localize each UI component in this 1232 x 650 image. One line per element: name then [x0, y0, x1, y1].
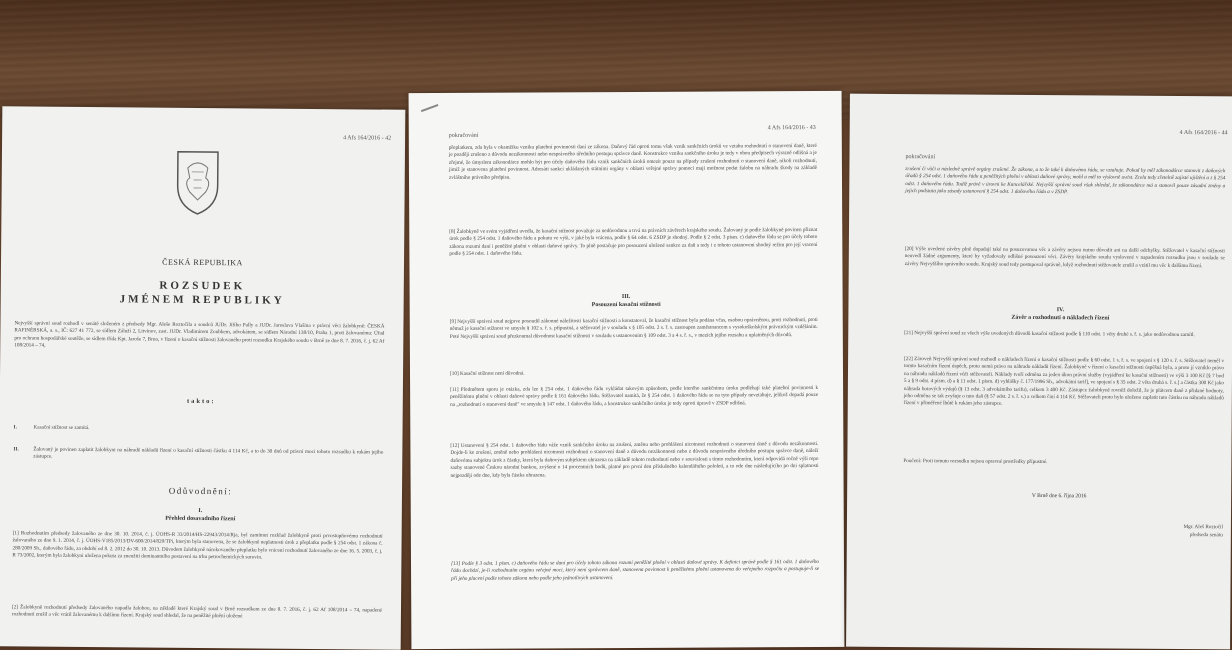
state-name: ČESKÁ REPUBLIKA — [162, 257, 243, 268]
reasoning-heading: Odůvodnění: — [168, 485, 233, 497]
document-page-2 — [409, 91, 845, 649]
place-and-date: V Brně dne 6. října 2016 — [1031, 492, 1087, 500]
case-number: 4 Afs 164/2016 - 42 — [343, 135, 392, 142]
verdict-item-1-number: I. — [13, 424, 17, 431]
paragraph-2: [2] Žalobkyně rozhodnutí předsedy žalovaného napadla žalobou, na základě které Krajský soud v Brně rozsudkem ze dne 8. 7. 2016, č. j. 62 Af 108/2014 – 74, napadené rozhodnutí zrušil a věc vrátil žalovanému k dalšímu řízení. Krajský soud shledal, že na peněžité plnění uložené — [11, 604, 383, 620]
verdict-item-1-text: Kasační stížnost se zamítá. — [33, 424, 90, 432]
pen-mark — [421, 104, 439, 112]
intro-paragraph: Nejvyšší správní soud rozhodl v senátě složeném z předsedy Mgr. Aleše Roztočila a soudců JUDr. Jiřího Pally a JUDr. Jaroslava Vlašína v právní věci žalobkyně: ČESKÁ RAFINÉRSKÁ, a. s., IČ: 627 41 772, se sídlem Záluží 2, Litvínov, zast. JUDr. Vladimírem Zoubkem, advokátem, se sídlem Národní 138/10, Praha 1, proti žalovanému: Úřad pro ochranu hospodářské soutěže, se sídlem třída Kpt. Jaroše 7, Brno, v řízení o kasační stížnosti žalovaného proti rozsudku Krajského soudu v Brně ze dne 8. 7. 2016, č. j. 62 Af 108/2014 – 74, — [14, 320, 385, 349]
paragraph-12: [12] Ustanovení § 254 odst. 1 daňového řádu váže vznik sankčního úroku na zrušení, změnu nebo prohlášení nicotnosti rozhodnutí o stanovení daně z důvodu nezákonnosti. Dojde-li ke zrušení, změně nebo prohlášení nicotnosti rozhodnutí o stanovení daně z důvodu nezákonnosti nebo z důvodu nesprávného úředního postupu správce daně, náleží daňovému subjektu úrok z částky, která byla daňovým subjektem uhrazena na základě tohoto rozhodnutí nebo v souvislosti s tímto rozhodnutím, která odpovídá ročně výši repo sazby stanovené Českou národní bankou, zvýšené o 14 procentních bodů, platné pro první den příslušného kalendářního pololetí, a to ode dne následujícího po dni splatnosti nejpozději ode dne, kdy byla částka uhrazena. — [450, 440, 819, 479]
section-1-number: I. — [198, 507, 203, 515]
case-number: 4 Afs 164/2016 - 44 — [1179, 129, 1228, 137]
section-4-title: Závěr a rozhodnutí o nákladech řízení — [1011, 314, 1110, 322]
signature-role: předseda senátu — [1189, 532, 1223, 539]
document-page-1 — [0, 106, 405, 649]
paragraph-continued: přeplatkem, zda byla v okamžiku vzniku platební povinnosti daní ze zákona. Daňový řád oproti tomu však vznik sankčních úroků ve vztahu rozhodnutí o stanovení daně, které je později zrušeno z důvodu nezákonnosti nebo nesprávného úředního postupu správce daně. Konstrukce vzniku sankčního úroku je tedy v obou předpisech výrazně odlišná a je zřejmé, že úmyslem zákonodárce mohlo být pro účely daňového řádu vznik sankčních úroků omezit pouze na případy zrušení rozhodnutí o stanovení daně, nikoli rozhodnutí, jimiž je stanovena platební povinnost. Adresáti sankcí ukládaných státními orgány v oblasti veřejné správy pomocí mají možnost podat žalobu na náhradu škody na základě zvláštního právního předpisu. — [448, 143, 817, 181]
paragraph-20: [20] Výše uvedené závěry plně dopadají také na posuzovanou věc a závěry nejsou nutno důvodit ani na další odchylky. Stěžovatel v kasační stížnosti neuvedl žádné argumenty, které by vyžadovaly odlišné posouzení věci. Závěry krajského soudu vyslovené v napadeném rozsudku jsou v souladu se závěry Nejvyššího správního soudu. Krajský soud tedy postupoval správně, když rozhodnutí stěžovatele zrušil a vrátil mu věc k dalšímu řízení. — [904, 246, 1225, 269]
paragraph-10: [10] Kasační stížnost není důvodná. — [450, 370, 525, 377]
paragraph-9: [9] Nejvyšší správní soud nejprve posoudil zákonné náležitosti kasační stížnosti a konstatoval, že kasační stížnost byla podána včas, osobou oprávněnou, proti rozhodnutí, proti němuž je kasační stížnost ve smyslu § 102 s. ř. s. přípustná, a stěžovatel je v souladu s § 105 odst. 2 s. ř. s. zastoupen zaměstnancem s vysokoškolským právnickým vzděláním. Poté Nejvyšší správní soud přezkoumal důvodnost kasační stížnosti v souladu s ustanovením § 109 odst. 3 a 4 s. ř. s., v mezích jejího rozsahu a uplatněných důvodů. — [449, 316, 818, 340]
verdict-title: ROZSUDEK — [159, 279, 246, 293]
verdict-subtitle: JMÉNEM REPUBLIKY — [119, 293, 285, 307]
continuation-label: pokračování — [905, 154, 936, 161]
paragraph-1: [1] Rozhodnutím předsedy žalovaného ze dne 30. 10. 2014, č. j. ÚOHS-R 33/2014/HS-22943/2014/Rja, byl zamítnut rozklad žalobkyně proti prvostupňovému rozhodnutí žalovaného ze dne 9. 1. 2014, č. j. ÚOHS-V185/2013/DV-600/2014/820/TPi, kterým byla stanovena, že se žalobkyně neplatnosti úrok z přeplatku podle § 254 odst. 1 zákona č. 280/2009 Sb., daňového řádu, za období od 8. 2. 2012 do 30. 10. 2013. Důvodem žalobkyně nárokovaného přeplatku bylo vrácení rozhodnutí žalovaného ze dne 16. 5. 2003, č. j. R 73/2002, kterým byla žalobkyni uložena pokuta za zneužití dominantního postavení na trhu petrochemických surovin. — [12, 530, 383, 561]
section-1-title: Přehled dosavadního řízení — [165, 515, 236, 523]
paragraph-continued: zrušení či vůči a následně správě orgány zrušené. Že zákona, a to že také k daňovému řádu, se vztahuje. Pokud by měl zákonodárce stanovit z daňových úřadů § 254 odst. 1 daňového řádu a peněžitých plnění v oblasti daňové správy, mohl a měl to výslovně uvést. Zcela tedy zřetelně zajisté ujištění a z § 254 odst. 1 daňového řádu. Tudíž právě v úrovni ke Kancelářské. Nejvyšší správní soud však shledal, že zákonodárce má a stanovil pouze zásadní změny a jejich podstata jako zásady ustanovení § 254 odst. 1 daňového řádu a v ZSDP. — [905, 166, 1226, 196]
paragraph-22: [22] Zároveň Nejvyšší správní soud rozhodl o nákladech řízení o kasační stížnosti podle § 60 odst. 1 s. ř. s. ve spojení s § 120 s. ř. s. Stěžovatel neměl v tomto kasačním řízení úspěch, proto nemá právo na náhradu nákladů řízení. Žalobkyně v řízení o kasační stížnosti úspěšná byla, a proto jí vzniklo právo na náhradu nákladů řízení vůči stěžovateli. Náklady tvoří odměna za jeden úkon právní služby (vyjádření ke kasační stížnosti) ve výši 3 100 Kč [§ 7 bod 5 a § 9 odst. 4 písm. d) a § 11 odst. 1 písm. d) vyhlášky č. 177/1996 Sb., advokátní tarif], ve spojení s § 35 odst. 2 věta druhá s. ř. s.] a částka 300 Kč jako náhrada hotových výdajů (§ 13 odst. 3 advokátního tarifu), celkem 3 400 Kč. Zástupce žalobkyně rovněž doložil, že je plátcem daně z přidané hodnoty, jeho odměna se tak zvyšuje o tuto daň (§ 57 odst. 2 s. ř. s.) a celkem činí 4 114 Kč. Stěžovateli proto bylo uloženo zaplatit tuto částku na náhradu nákladů řízení v přiměřené lhůtě k rukám jeho zástupce. — [903, 356, 1225, 408]
case-number: 4 Afs 164/2016 - 43 — [767, 125, 816, 132]
paragraph-11: [11] Předmětem sporu je otázka, zda lze § 254 odst. 1 daňového řádu vykládat takovým způsobem, podle kterého sankčnímu úroku podléhají také platební povinnosti k peněžitému plnění v oblasti daňové správy podle § 161 daňového řádu. Stěžovatel namítá, že § 254 odst. 1 daňového řádu se na tyto případy nevztahuje, jelikož dopadá pouze na „rozhodnutí o stanovení daně" ve smyslu § 147 odst. 1 daňového řádu, a konstrukce sankčního úroku je tedy oproti úpravě v ZSDP odlišná. — [450, 384, 819, 408]
paragraph-8: [8] Žalobkyně ve svém vyjádření uvedla, že kasační stížnost považuje za nedůvodnou a trvá na právních závěrech krajského soudu. Žalovaný je podle žalobkyně povinen přiznat úrok podle § 254 odst. 1 daňového řádu a pokutu ve výši, v jaké byla vrácena, podle § 64 odst. 6 ZSDP je shodný. Podle § 2 odst. 3 písm. c) daňového řádu se pro účely tohoto zákona rozumí daní i peněžité plnění v oblasti daňové správy. To plně postačuje pro posouzení uložené sankce za daň a tedy i z tohoto ustanovení shodný režim pro její vracení podle § 254 odst. 1 daňového řádu. — [449, 226, 818, 258]
signature-name: Mgr. Aleš Roztočil — [1183, 524, 1223, 531]
paragraph-13: [13] Podle § 3 odst. 1 písm. c) daňového řádu se daní pro účely tohoto zákona rozumí peněžité plnění v oblasti daňové správy. K definici správě podle § 161 odst. 1 daňového řádu dochází, je-li rozhodnutím orgánu veřejné moci, který není správcem daně, stanovena povinnost k peněžitému plnění ustanovena do veřejného rozpočtu a postupuje-li se při jeho placení podle tohoto zákona nebo podle jeho jednotlivých ustanovení. — [450, 558, 820, 582]
verdict-item-2-number: II. — [13, 446, 19, 453]
verdict-item-2-text: Žalovaný je povinen zaplatit žalobkyni na náhradě nákladů řízení o kasační stížnosti částku 4 114 Kč, a to do 30 dnů od právní moci tohoto rozsudku k rukám jejího zástupce. — [33, 446, 384, 461]
section-3-number: III. — [621, 293, 631, 301]
state-emblem-icon — [171, 148, 224, 216]
document-page-3 — [846, 94, 1232, 650]
paragraph-21: [21] Nejvyšší správní soud ze všech výše uvedených důvodů kasační stížnost podle § 110 odst. 1 věty druhé s. ř. s. jako nedůvodnou zamítl. — [904, 330, 1195, 339]
legal-notice: Poučení: Proti tomuto rozsudku nejsou opravné prostředky přípustné. — [903, 458, 1048, 466]
section-3-title: Posouzení kasační stížnosti — [591, 301, 661, 309]
continuation-label: pokračování — [448, 132, 479, 139]
section-4-number: IV. — [1056, 307, 1065, 314]
takto-label: takto: — [186, 397, 216, 406]
